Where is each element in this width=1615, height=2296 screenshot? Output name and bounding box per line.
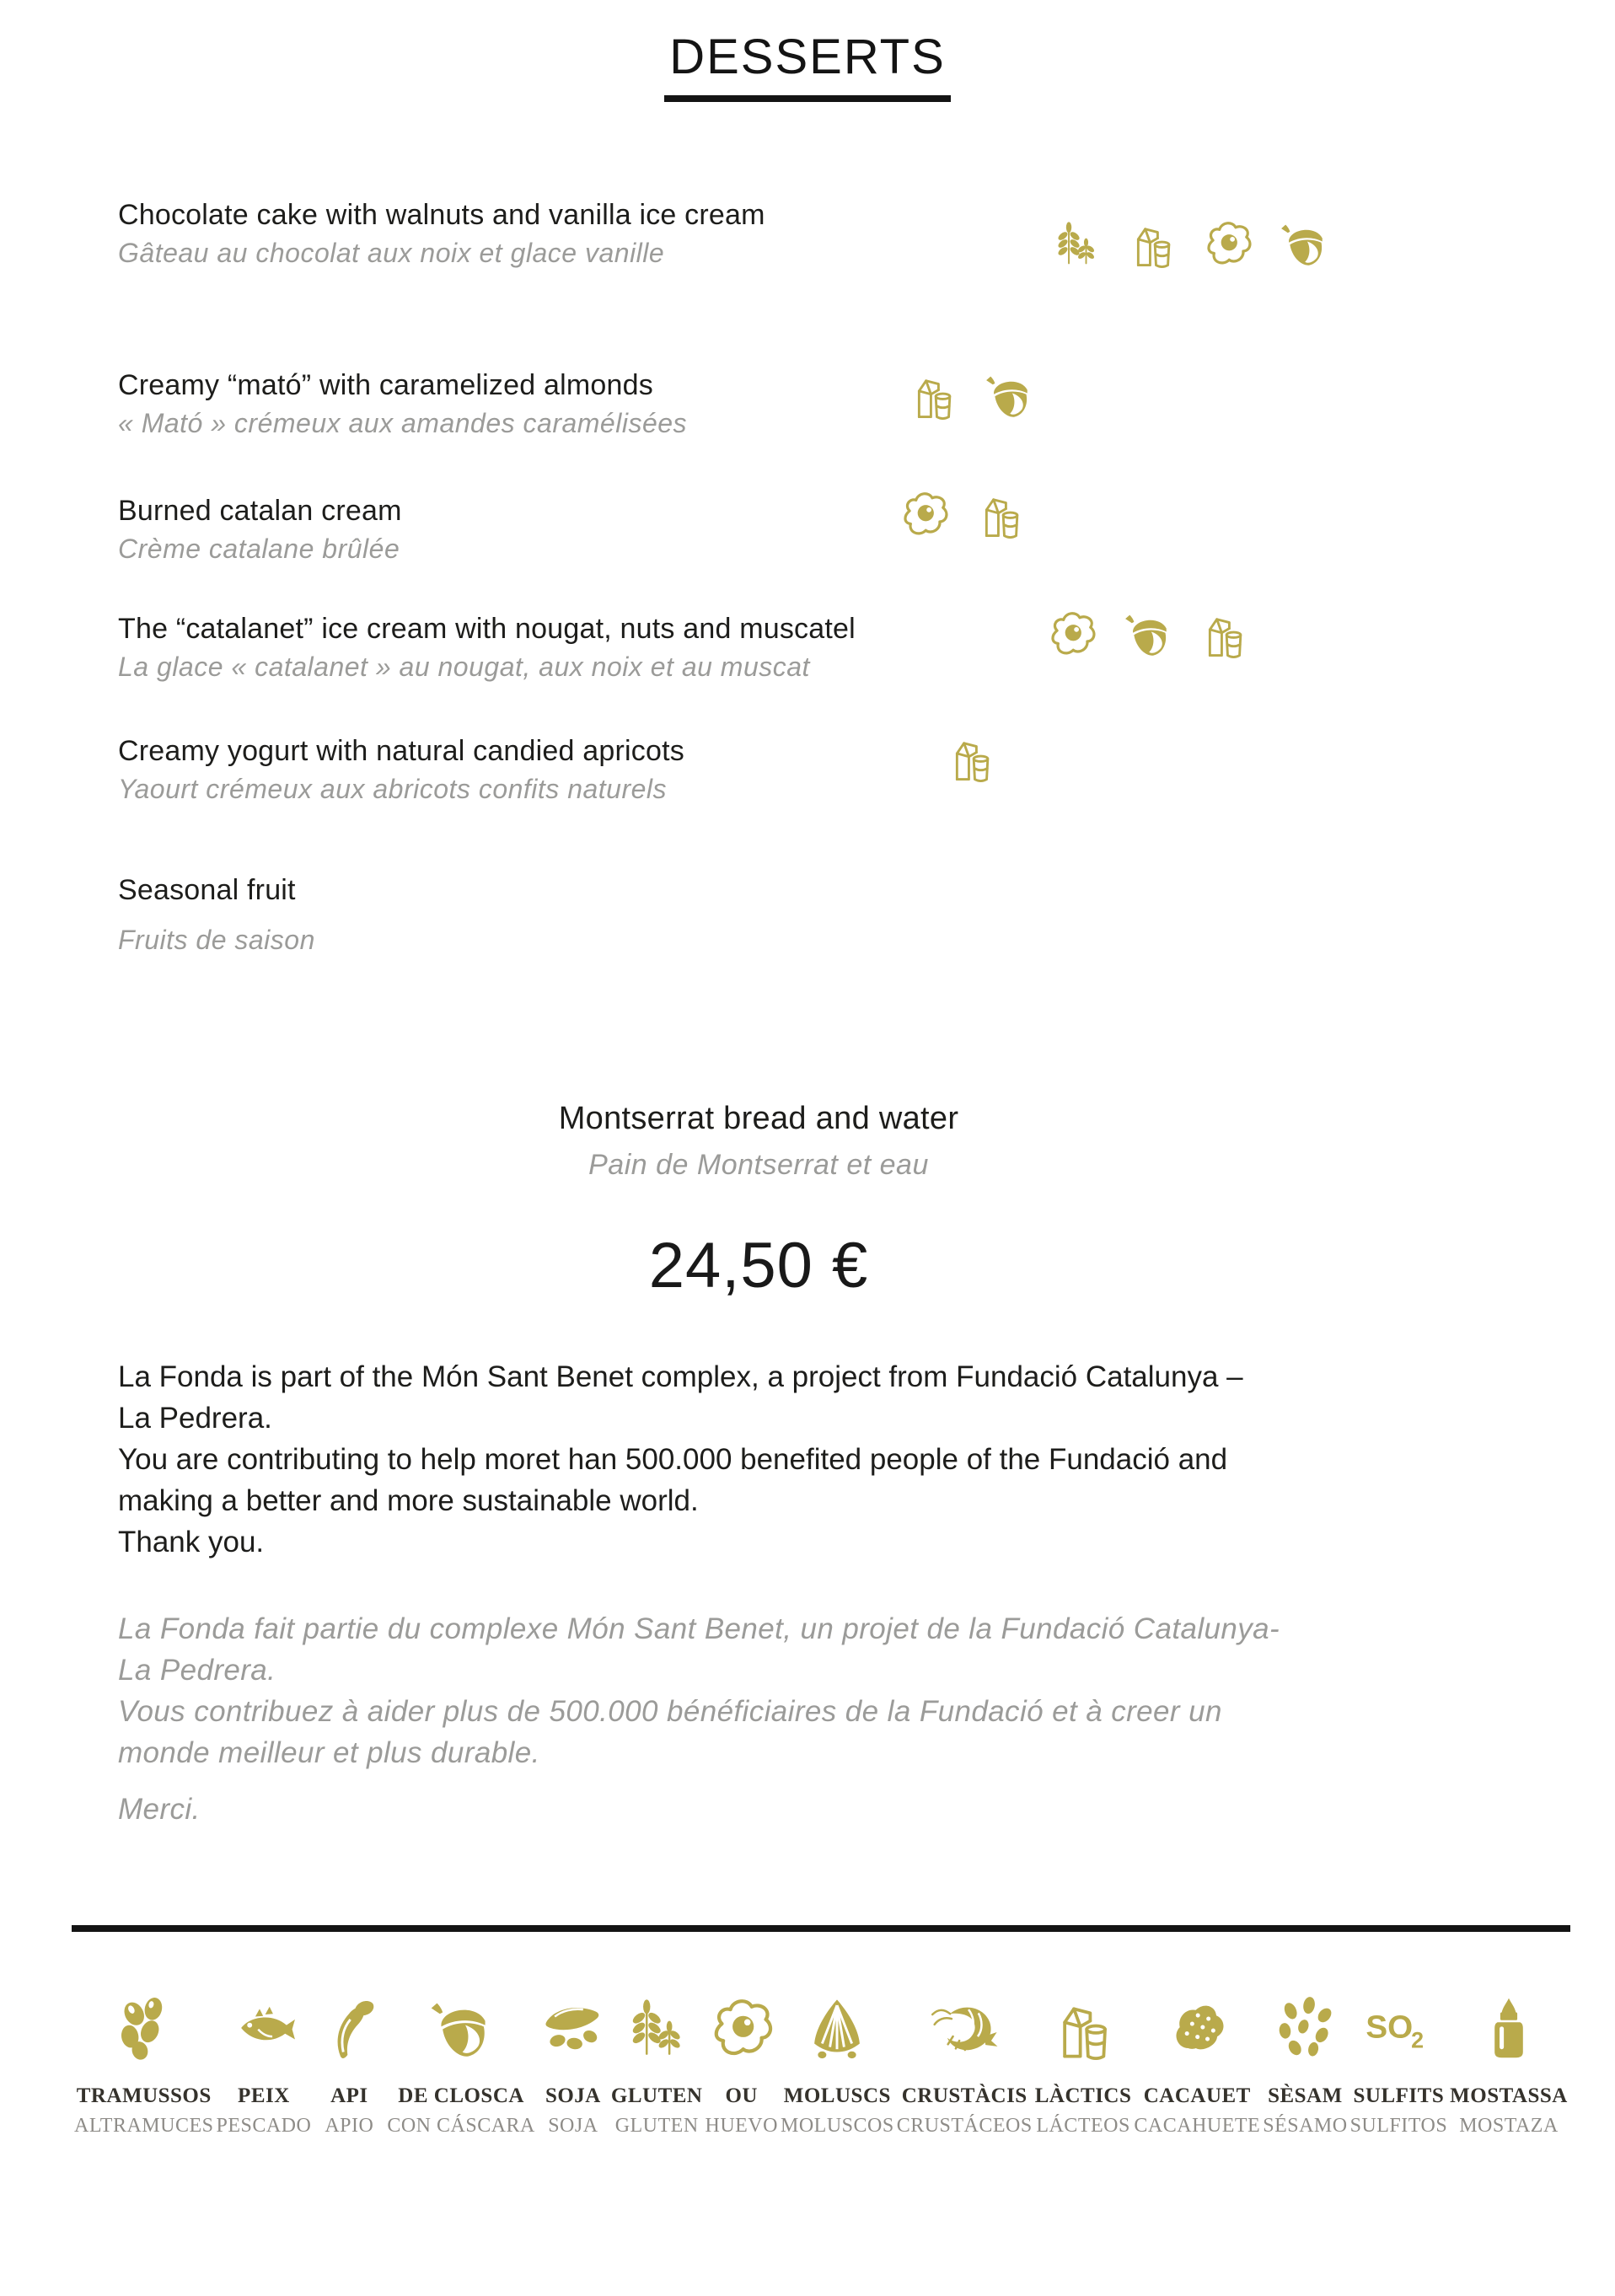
item-name-fr: La glace « catalanet » au nougat, aux noix et au muscat xyxy=(118,652,810,682)
allergen-icons xyxy=(944,731,998,785)
soja-icon xyxy=(538,1993,609,2063)
allergen-icons xyxy=(906,368,1036,422)
menu-items xyxy=(118,196,1551,959)
note-line: You are contributing to help moret han 500.000 benefited people of the Fundació and xyxy=(118,1443,1228,1476)
menu-item-3 xyxy=(118,492,1551,568)
legend-label-spanish: PESCADO xyxy=(216,2115,312,2137)
allergen-icons xyxy=(898,487,1027,541)
lactics-icon xyxy=(1197,607,1251,661)
item-name-fr: Fruits de saison xyxy=(118,925,315,955)
offer-name-en: Montserrat bread and water xyxy=(558,1101,959,1136)
page-title: DESSERTS xyxy=(664,29,951,102)
legend-label-catalan: TRAMUSSOS xyxy=(76,2084,212,2107)
lactics-icon xyxy=(1125,217,1179,271)
legend-item xyxy=(897,1993,1033,2138)
crustacis-icon xyxy=(929,1993,1000,2063)
item-name-fr: « Mató » crémeux aux amandes caramélisées xyxy=(118,408,688,438)
gluten-icon xyxy=(1049,217,1103,271)
note-french xyxy=(118,1608,1551,1830)
moluscs-icon xyxy=(802,1993,872,2063)
legend-item xyxy=(1035,1993,1132,2138)
note-line: Merci. xyxy=(118,1793,201,1826)
note-line: La Fonda is part of the Món Sant Benet complex, a project from Fundació Catalunya – xyxy=(118,1360,1243,1393)
sulfits-icon xyxy=(1363,1993,1434,2063)
legend-label-catalan: PEIX xyxy=(238,2084,290,2107)
note-line: monde meilleur et plus durable. xyxy=(118,1736,540,1769)
legend-label-spanish: CACAHUETE xyxy=(1134,2115,1261,2137)
menu-item-4 xyxy=(118,610,1551,686)
legend-label-catalan: MOSTASSA xyxy=(1450,2084,1568,2107)
legend-label-catalan: DE CLOSCA xyxy=(398,2084,524,2107)
note-line: Thank you. xyxy=(118,1526,265,1558)
item-name-fr: Gâteau au chocolat aux noix et glace vanille xyxy=(118,238,665,268)
legend-label-spanish: CON CÁSCARA xyxy=(387,2115,535,2137)
item-name-en: Chocolate cake with walnuts and vanilla ice cream xyxy=(118,199,765,231)
item-name-en: Creamy “mató” with caramelized almonds xyxy=(118,369,653,401)
menu-item-1 xyxy=(118,196,1551,272)
legend-item xyxy=(314,1993,384,2138)
legend-label-spanish: HUEVO xyxy=(705,2115,778,2137)
bread-water-offer xyxy=(118,1101,1399,1302)
de-closca-icon xyxy=(1277,217,1331,271)
gluten-icon xyxy=(621,1993,692,2063)
note-english xyxy=(118,1356,1551,1563)
item-name-fr: Crème catalane brûlée xyxy=(118,534,400,564)
separator-rule xyxy=(72,1925,1570,1932)
mostassa-icon xyxy=(1473,1993,1544,2063)
legend-label-catalan: OU xyxy=(725,2084,758,2107)
legend-label-catalan: MOLUSCS xyxy=(783,2084,891,2107)
legend-item xyxy=(1134,1993,1260,2138)
legend-item xyxy=(538,1993,609,2138)
legend-item xyxy=(1263,1993,1347,2138)
legend-label-spanish: LÁCTEOS xyxy=(1036,2115,1130,2137)
legend-label-catalan: SOJA xyxy=(545,2084,601,2107)
legend-label-catalan: SÈSAM xyxy=(1268,2084,1343,2107)
legend-label-spanish: SOJA xyxy=(548,2115,598,2137)
legend-item xyxy=(387,1993,535,2138)
legend-label-catalan: CACAUET xyxy=(1143,2084,1251,2107)
menu-item-6 xyxy=(118,872,1551,959)
note-line: Vous contribuez à aider plus de 500.000 bénéficiaires de la Fundació et à creer un xyxy=(118,1695,1222,1728)
de-closca-icon xyxy=(982,368,1036,422)
tramussos-icon xyxy=(109,1993,180,2063)
legend-label-catalan: CRUSTÀCIS xyxy=(901,2084,1027,2107)
offer-name-fr: Pain de Montserrat et eau xyxy=(588,1149,929,1181)
peix-icon xyxy=(228,1993,299,2063)
menu-content xyxy=(0,196,1615,1830)
legend-label-spanish: CRUSTÁCEOS xyxy=(896,2115,1033,2137)
title-block xyxy=(0,0,1615,102)
legend-item xyxy=(705,1993,778,2138)
note-line: La Pedrera. xyxy=(118,1402,272,1435)
allergen-legend xyxy=(74,1993,1568,2138)
legend-label-spanish: GLUTEN xyxy=(614,2115,699,2137)
item-name-fr: Yaourt crémeux aux abricots confits naturels xyxy=(118,774,668,804)
lactics-icon xyxy=(974,487,1027,541)
lactics-icon xyxy=(944,731,998,785)
allergen-icons xyxy=(1045,607,1251,661)
legend-label-spanish: APIO xyxy=(325,2115,374,2137)
legend-item xyxy=(611,1993,703,2138)
legend-label-catalan: LÀCTICS xyxy=(1034,2084,1132,2107)
ou-icon xyxy=(706,1993,777,2063)
menu-item-2 xyxy=(118,367,1551,443)
legend-item xyxy=(781,1993,894,2138)
menu-item-5 xyxy=(118,732,1551,808)
legend-label-catalan: API xyxy=(330,2084,368,2107)
legend-label-spanish: MOSTAZA xyxy=(1459,2115,1559,2137)
cacauet-icon xyxy=(1162,1993,1232,2063)
legend-label-catalan: SULFITS xyxy=(1353,2084,1445,2107)
lactics-icon xyxy=(1048,1993,1119,2063)
legend-item xyxy=(1350,1993,1448,2138)
note-line: La Pedrera. xyxy=(118,1654,276,1687)
note-line: making a better and more sustainable world. xyxy=(118,1484,699,1517)
legend-label-catalan: GLUTEN xyxy=(610,2084,703,2107)
ou-icon xyxy=(898,487,952,541)
legend-item xyxy=(1450,1993,1568,2138)
lactics-icon xyxy=(906,368,960,422)
ou-icon xyxy=(1201,217,1255,271)
item-name-en: The “catalanet” ice cream with nougat, nuts and muscatel xyxy=(118,613,856,645)
item-name-en: Burned catalan cream xyxy=(118,495,402,527)
de-closca-icon xyxy=(1121,607,1175,661)
ou-icon xyxy=(1045,607,1099,661)
legend-label-spanish: ALTRAMUCES xyxy=(74,2115,214,2137)
legend-label-spanish: MOLUSCOS xyxy=(780,2115,894,2137)
api-icon xyxy=(314,1993,384,2063)
legend-label-spanish: SÉSAMO xyxy=(1263,2115,1348,2137)
sesam-icon xyxy=(1269,1993,1340,2063)
menu-price: 24,50 € xyxy=(648,1230,869,1301)
legend-item xyxy=(74,1993,213,2138)
allergen-icons xyxy=(1049,217,1331,271)
item-name-en: Creamy yogurt with natural candied apricots xyxy=(118,735,684,767)
note-line: La Fonda fait partie du complexe Món Sant Benet, un projet de la Fundació Catalunya- xyxy=(118,1612,1280,1645)
de-closca-icon xyxy=(426,1993,496,2063)
item-name-en: Seasonal fruit xyxy=(118,874,296,906)
legend-item xyxy=(216,1993,311,2138)
legend-label-spanish: SULFITOS xyxy=(1349,2115,1448,2137)
